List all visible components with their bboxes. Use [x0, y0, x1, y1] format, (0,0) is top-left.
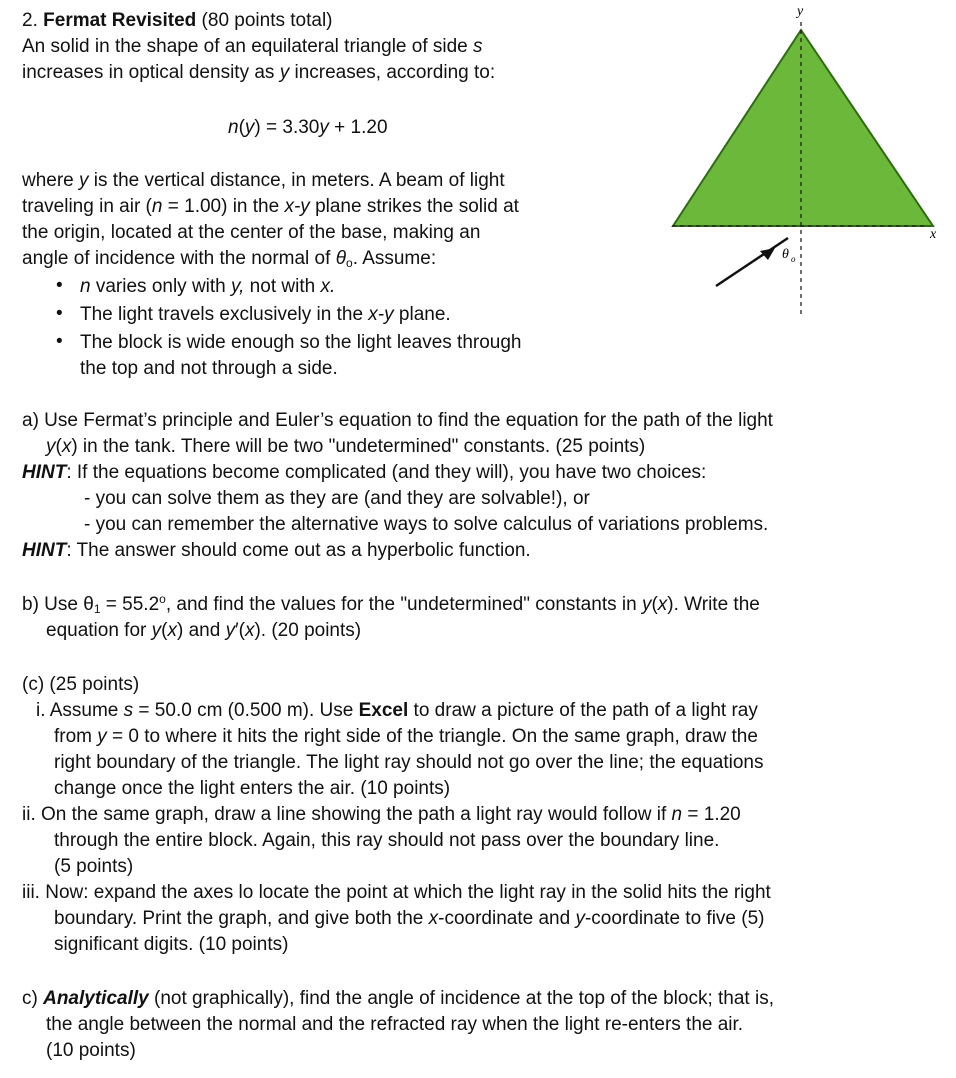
bullet-1: n varies only with y, not with x. — [80, 276, 336, 297]
problem-title: Fermat Revisited — [43, 10, 197, 31]
part-c-i-line-2: from y = 0 to where it hits the right side of the triangle. On the same graph, draw the — [54, 726, 758, 747]
part-c-ii-line-1: ii. On the same graph, draw a line showing the path a light ray would follow if n = 1.20 — [22, 804, 741, 825]
theta-sub-label: o — [791, 254, 796, 264]
bullet-3-marker: • — [56, 331, 63, 352]
problem-title-line — [22, 10, 333, 32]
y-axis-label: y — [797, 4, 804, 19]
part-c-i-line-4: change once the light enters the air. (10 points) — [54, 778, 451, 799]
bullet-2-marker: • — [56, 303, 63, 324]
part-c-iii-line-2: boundary. Print the graph, and give both the x-coordinate and y-coordinate to five (5) — [54, 908, 765, 929]
triangle-figure — [670, 0, 956, 330]
part-d-line-3: (10 points) — [46, 1040, 136, 1061]
part-d-line-1: c) Analytically (not graphically), find the angle of incidence at the top of the block; that is, — [22, 988, 774, 1009]
part-c-heading: (c) (25 points) — [22, 674, 140, 695]
incident-ray — [716, 238, 788, 286]
part-b-line-2: equation for y(x) and y′(x). (20 points) — [46, 620, 362, 641]
choice-2: - you can remember the alternative ways to solve calculus of variations problems. — [84, 514, 769, 535]
part-c-iii-line-3: significant digits. (10 points) — [54, 934, 289, 955]
bullet-3-line-2: the top and not through a side. — [80, 358, 338, 379]
para-line-4: angle of incidence with the normal of $\theta_o$. Assume: — [22, 248, 437, 270]
equation-n-of-y: n(y) = 3.30y + 1.20 — [228, 117, 388, 138]
part-c-ii-line-3: (5 points) — [54, 856, 134, 877]
hint-2: HINT: The answer should come out as a hyperbolic function. — [22, 540, 531, 561]
hint-1: HINT: If the equations become complicated (and they will), you have two choices: — [22, 462, 707, 483]
part-a-line-1: a) Use Fermat’s principle and Euler’s equation to find the equation for the path of the light — [22, 410, 773, 431]
problem-number: 2. — [22, 10, 38, 31]
x-axis-label: x — [930, 227, 937, 242]
part-c-ii-line-2: through the entire block. Again, this ray should not pass over the boundary line. — [54, 830, 720, 851]
para-line-3: the origin, located at the center of the base, making an — [22, 222, 481, 243]
para-line-1: where y is the vertical distance, in meters. A beam of light — [22, 170, 505, 191]
theta-label: θ — [782, 247, 789, 262]
part-b-line-1: b) Use $\theta_1 = 55.2^o$, and find the values for the "undetermined" constants in y(x). Write the — [22, 592, 760, 616]
part-d-line-2: the angle between the normal and the refracted ray when the light re-enters the air. — [46, 1014, 744, 1035]
choice-1: - you can solve them as they are (and they are solvable!), or — [84, 488, 590, 509]
part-a-line-2: y(x) in the tank. There will be two "undetermined" constants. (25 points) — [46, 436, 646, 457]
para-line-2: traveling in air (n = 1.00) in the x-y plane strikes the solid at — [22, 196, 519, 217]
bullet-2: The light travels exclusively in the x-y plane. — [80, 304, 451, 325]
part-c-i-line-1: i. Assume s = 50.0 cm (0.500 m). Use Excel to draw a picture of the path of a light ray — [36, 700, 758, 721]
bullet-3-line-1: The block is wide enough so the light leaves through — [80, 332, 522, 353]
equilateral-triangle — [673, 30, 933, 226]
intro-line-1: An solid in the shape of an equilateral triangle of side s — [22, 36, 483, 57]
part-c-i-line-3: right boundary of the triangle. The light ray should not go over the line; the equations — [54, 752, 764, 773]
problem-points: (80 points total) — [201, 10, 333, 31]
bullet-1-marker: • — [56, 275, 63, 296]
intro-line-2: increases in optical density as y increases, according to: — [22, 62, 496, 83]
part-c-iii-line-1: iii. Now: expand the axes lo locate the point at which the light ray in the solid hits the right — [22, 882, 771, 903]
